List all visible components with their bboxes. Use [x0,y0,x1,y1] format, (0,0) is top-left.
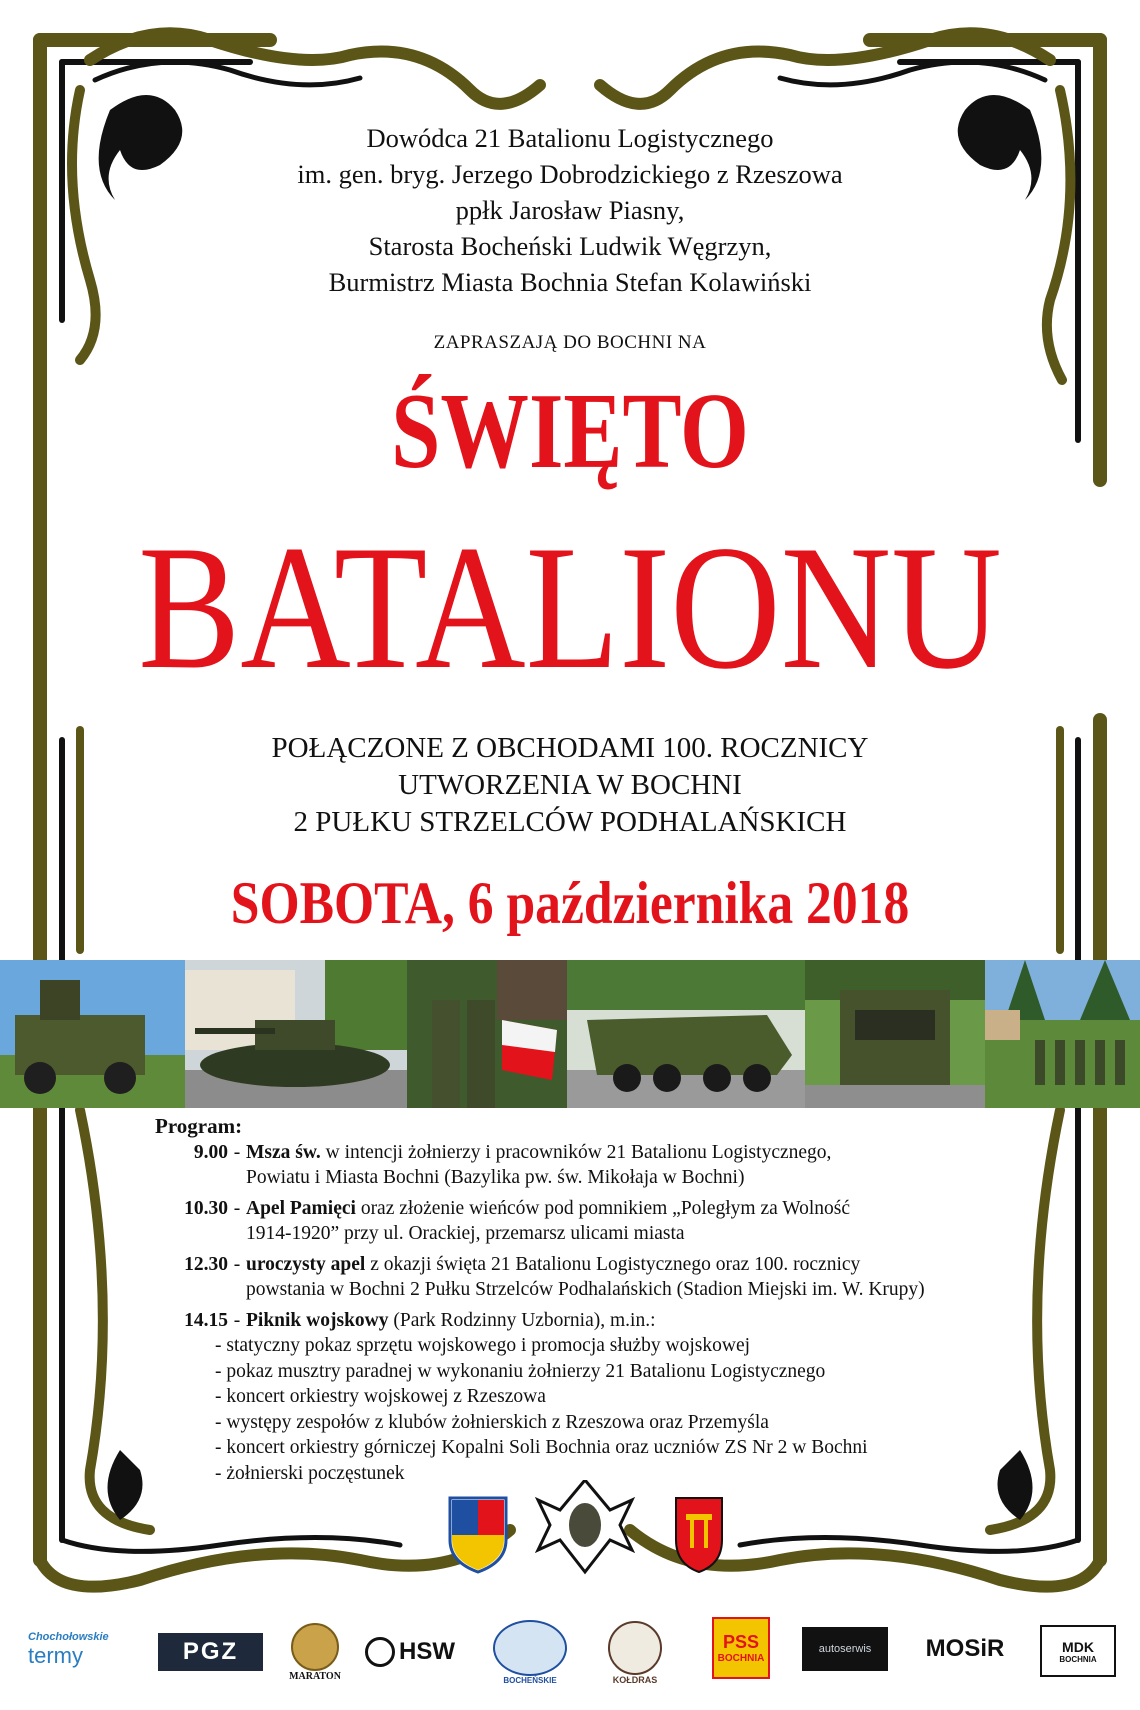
picnic-list [215,1333,1050,1486]
program-heading: Program: [155,1114,243,1138]
sponsor-maraton-logo [285,1615,345,1690]
entry-text: powstania w Bochni 2 Pułku Strzelców Podhalańskich (Stadion Miejski im. W. Krupy) [246,1279,925,1300]
photo-radar-vehicle [0,960,185,1108]
sponsor-mosir-logo [920,1629,1010,1669]
sponsor-pss-logo [712,1617,770,1679]
sponsor-autoserwis-logo [802,1627,888,1671]
list-item: - żołnierski poczęstunek [215,1462,405,1484]
list-item: - koncert orkiestry wojskowej z Rzeszowa [215,1386,546,1407]
list-item: - pokaz musztry paradnej w wykonaniu żołnierzy 21 Batalionu Logistycznego [215,1360,826,1382]
invite-line: ZAPRASZAJĄ DO BOCHNI NA [433,332,707,353]
sponsor-text: BOCHEŃSKIE [503,1676,557,1685]
host-line: Burmistrz Miasta Bochnia Stefan Kolawiński [328,267,812,297]
entry-body [246,1196,1050,1247]
sponsor-text: MARATON [289,1671,341,1682]
host-line: Starosta Bocheński Ludwik Węgrzyn, [368,231,772,261]
sponsor-text: BOCHNIA [717,1653,765,1664]
title-line-1: ŚWIĘTO [391,372,749,491]
sponsor-hsw-logo [365,1633,455,1671]
subtitle-line: 2 PUŁKU STRZELCÓW PODHALAŃSKICH [293,806,847,838]
entry-body [246,1252,1050,1303]
photo-soldiers-parade [985,960,1140,1108]
entry-text: 1914-1920” przy ul. Orackiej, przemarsz ulicami miasta [246,1223,685,1244]
program-section [150,1114,1050,1486]
entry-title: Piknik wojskowy [246,1309,389,1331]
sponsor-termy-logo [28,1625,138,1675]
sponsors-row [0,1605,1140,1695]
host-line: im. gen. bryg. Jerzego Dobrodzickiego z Rzeszowa [297,159,843,189]
photo-strip [0,960,1140,1108]
entry-title: Msza św. [246,1141,321,1163]
sponsor-bochenskie-logo [490,1615,570,1690]
sponsor-text: KOŁDRAS [612,1674,658,1685]
sponsor-text: HSW [399,1638,455,1665]
entry-dash: - [233,1141,241,1163]
sponsor-text: BOCHNIA [1059,1654,1097,1664]
program-entry [150,1308,1050,1334]
entry-title: Apel Pamięci [246,1197,356,1219]
entry-title: uroczysty apel [246,1253,366,1275]
sponsor-text: autoserwis [818,1643,872,1655]
hosts-block [0,120,1140,300]
sponsor-text: termy [28,1643,83,1668]
host-line: Dowódca 21 Batalionu Logistycznego [366,123,774,153]
hsw-circle-icon [365,1637,395,1667]
entry-body [246,1140,1050,1191]
entry-body [246,1308,1050,1334]
sponsor-text: PGZ [182,1638,239,1665]
bochenskie-emblem-icon [493,1620,567,1676]
koldras-emblem-icon [608,1621,662,1675]
subtitle-block [0,730,1140,841]
maraton-emblem-icon [291,1623,339,1671]
sponsor-text: MOSiR [925,1635,1005,1662]
program-entry [150,1140,1050,1191]
subtitle-line: UTWORZENIA W BOCHNI [398,769,742,801]
county-coat-of-arms-icon [450,1498,506,1572]
program-entry [150,1196,1050,1247]
title-line-2: BATALIONU [138,508,1002,706]
photo-rosomak [567,960,805,1108]
entry-time: 14.15 [184,1309,228,1331]
program-entry [150,1252,1050,1303]
photo-tank [185,960,407,1108]
list-item: - występy zespołów z klubów żołnierskich z Rzeszowa oraz Przemyśla [215,1411,769,1433]
entry-time: 9.00 [193,1141,228,1163]
subtitle-line: POŁĄCZONE Z OBCHODAMI 100. ROCZNICY [271,732,869,764]
sponsor-koldras-logo [605,1615,665,1690]
sponsor-text: MDK [1062,1638,1094,1655]
photo-truck [805,960,985,1108]
emblems-row [0,1480,1140,1580]
event-date: SOBOTA, 6 października 2018 [230,870,910,936]
entry-dash: - [233,1309,241,1331]
sponsor-text: PSS [722,1632,760,1652]
entry-text: w intencji żołnierzy i pracowników 21 Batalionu Logistycznego, [320,1141,832,1163]
entry-text: Powiatu i Miasta Bochni (Bazylika pw. św. Mikołaja w Bochni) [246,1167,745,1188]
list-item: - koncert orkiestry górniczej Kopalni Soli Bochnia oraz uczniów ZS Nr 2 w Bochni [215,1437,868,1458]
entry-time: 12.30 [184,1253,228,1275]
sponsor-pgz-logo [158,1633,263,1671]
city-coat-of-arms-icon [676,1498,722,1572]
entry-text: (Park Rodzinny Uzbornia), m.in.: [388,1309,656,1331]
battalion-cross-eagle-icon [538,1480,632,1572]
entry-dash: - [233,1197,241,1219]
photo-honor-guard [407,960,567,1108]
entry-time: 10.30 [184,1197,228,1219]
host-line: ppłk Jarosław Piasny, [455,195,685,225]
entry-text: z okazji święta 21 Batalionu Logistycznego oraz 100. rocznicy [365,1253,861,1275]
entry-dash: - [233,1253,241,1275]
sponsor-text: Chochołowskie [28,1631,109,1643]
list-item: - statyczny pokaz sprzętu wojskowego i promocja służby wojskowej [215,1335,751,1356]
entry-text: oraz złożenie wieńców pod pomnikiem „Poległym za Wolność [355,1197,851,1219]
sponsor-mdk-logo [1040,1625,1116,1677]
